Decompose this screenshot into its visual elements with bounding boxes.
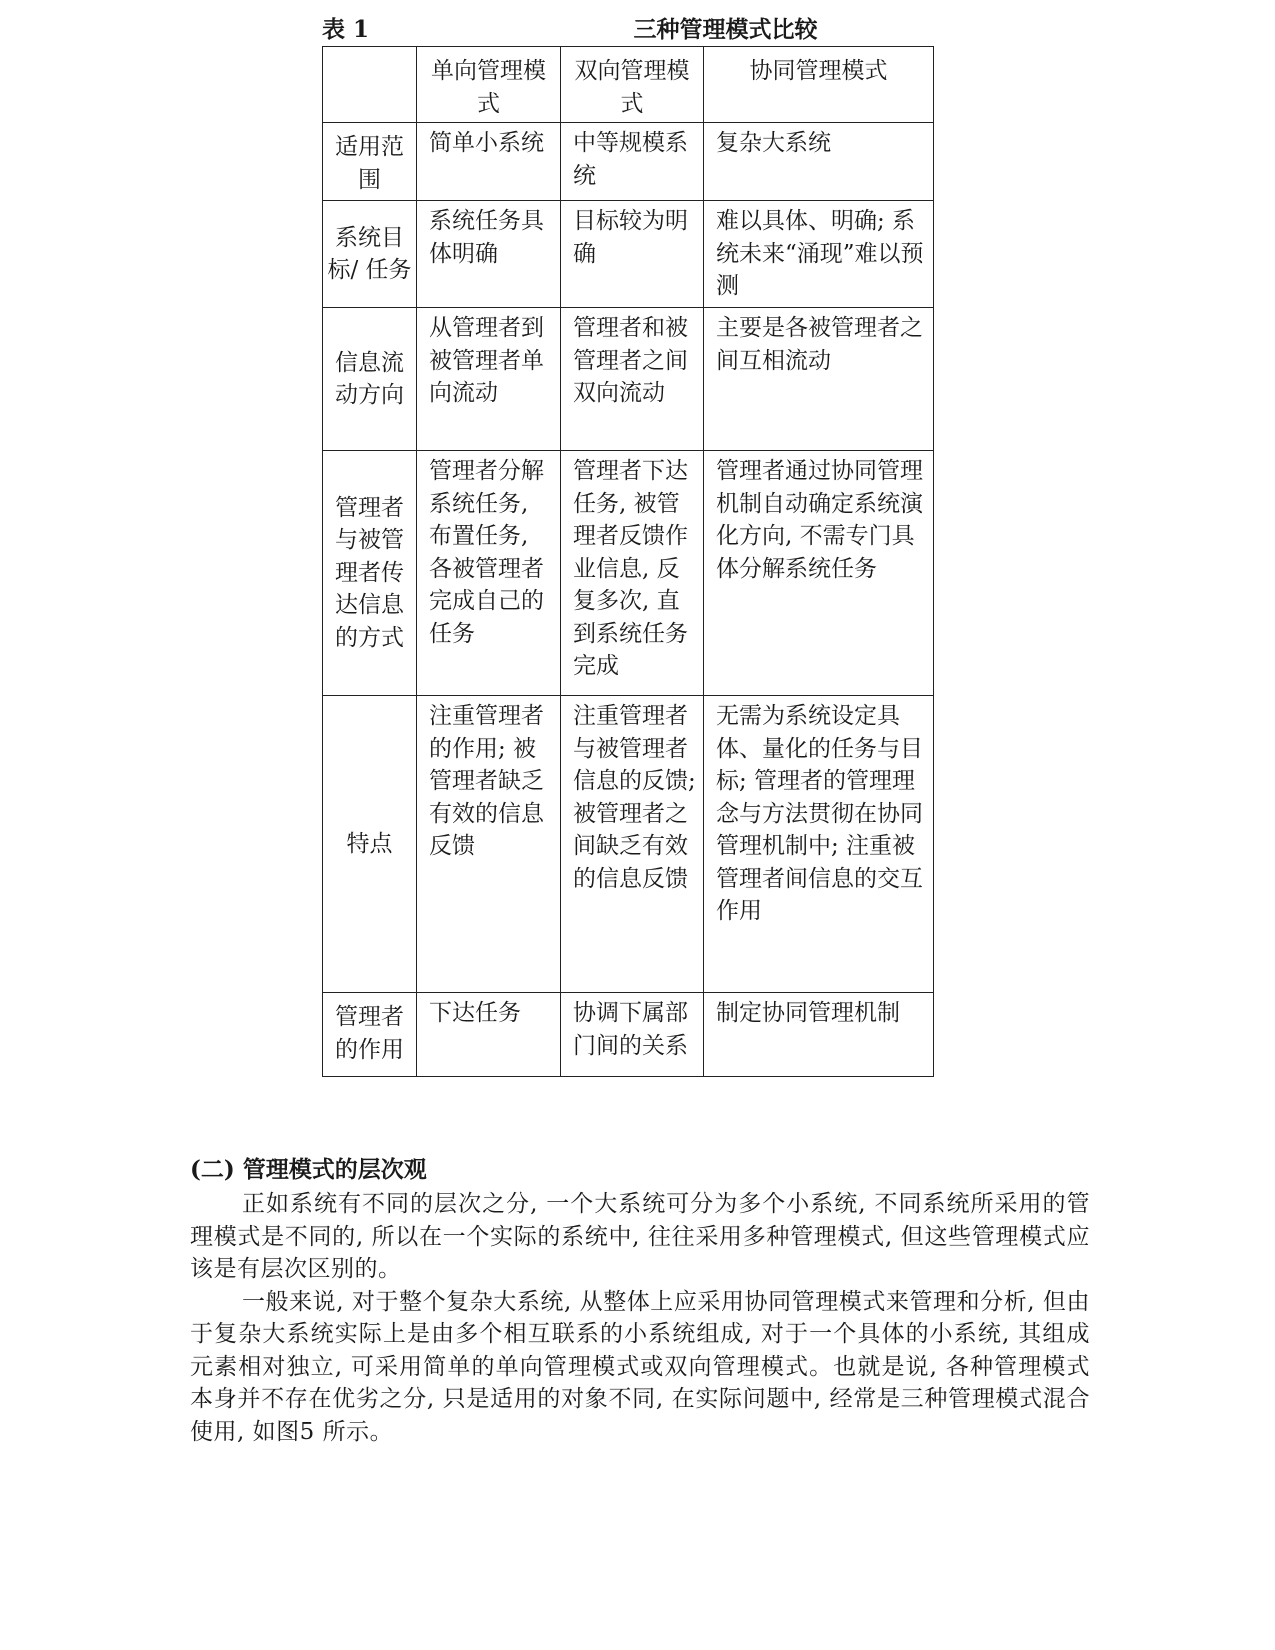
table-row — [323, 201, 934, 308]
table-cell: 管理者通过协同管理机制自动确定系统演化方向, 不需专门具体分解系统任务 — [704, 451, 934, 696]
header-corner-cell — [323, 47, 417, 123]
row-label-features: 特点 — [323, 696, 417, 993]
table-row — [323, 696, 934, 993]
header-collaborative-mode: 协同管理模式 — [704, 47, 934, 123]
row-label-scope: 适用范围 — [323, 123, 417, 201]
table-row — [323, 451, 934, 696]
table-title: 三种管理模式比较 — [633, 16, 818, 43]
table-row — [323, 308, 934, 451]
row-label-goal: 系统目标/ 任务 — [323, 201, 417, 308]
header-one-way-mode: 单向管理模式 — [417, 47, 561, 123]
header-two-way-mode: 双向管理模式 — [561, 47, 704, 123]
table-cell: 协调下属部门间的关系 — [561, 993, 704, 1077]
table-cell: 目标较为明确 — [561, 201, 704, 308]
table-cell: 从管理者到被管理者单向流动 — [417, 308, 561, 451]
table-cell: 主要是各被管理者之间互相流动 — [704, 308, 934, 451]
section-body — [190, 1188, 1090, 1448]
table-number: 表 1 — [322, 16, 370, 43]
table-header-row — [323, 47, 934, 123]
table-cell: 注重管理者与被管理者信息的反馈; 被管理者之间缺乏有效的信息反馈 — [561, 696, 704, 993]
section-heading: (二) 管理模式的层次观 — [190, 1156, 427, 1183]
table-cell: 难以具体、明确; 系统未来“涌现”难以预测 — [704, 201, 934, 308]
paragraph: 正如系统有不同的层次之分, 一个大系统可分为多个小系统, 不同系统所采用的管理模式是不同的, 所以在一个实际的系统中, 往往采用多种管理模式, 但这些管理模式应该是有层次区别的。 — [190, 1191, 1090, 1282]
table-row — [323, 123, 934, 201]
table-cell: 中等规模系统 — [561, 123, 704, 201]
table-cell: 系统任务具体明确 — [417, 201, 561, 308]
table-cell: 管理者下达任务, 被管理者反馈作业信息, 反复多次, 直到系统任务完成 — [561, 451, 704, 696]
row-label-communication: 管理者与被管理者传达信息的方式 — [323, 451, 417, 696]
row-label-info-flow: 信息流动方向 — [323, 308, 417, 451]
table-cell: 无需为系统设定具体、量化的任务与目标; 管理者的管理理念与方法贯彻在协同管理机制中; 注重被管理者间信息的交互作用 — [704, 696, 934, 993]
table-cell: 管理者分解系统任务, 布置任务, 各被管理者完成自己的任务 — [417, 451, 561, 696]
table-cell: 制定协同管理机制 — [704, 993, 934, 1077]
table-cell: 简单小系统 — [417, 123, 561, 201]
table-cell: 注重管理者的作用; 被管理者缺乏有效的信息反馈 — [417, 696, 561, 993]
table-cell: 下达任务 — [417, 993, 561, 1077]
comparison-table — [322, 46, 934, 1077]
paragraph: 一般来说, 对于整个复杂大系统, 从整体上应采用协同管理模式来管理和分析, 但由于复杂大系统实际上是由多个相互联系的小系统组成, 对于一个具体的小系统, 其组成元素相对独立, 可采用简单的单向管理模式或双向管理模式。也就是说, 各种管理模式本身并不存在优劣之分, 只是适用的对象不同, 在实际问题中, 经常是三种管理模式混合使用, 如图5 所示。 — [190, 1288, 1090, 1445]
table-cell: 管理者和被管理者之间双向流动 — [561, 308, 704, 451]
row-label-manager-role: 管理者的作用 — [323, 993, 417, 1077]
table-row — [323, 993, 934, 1077]
table-cell: 复杂大系统 — [704, 123, 934, 201]
